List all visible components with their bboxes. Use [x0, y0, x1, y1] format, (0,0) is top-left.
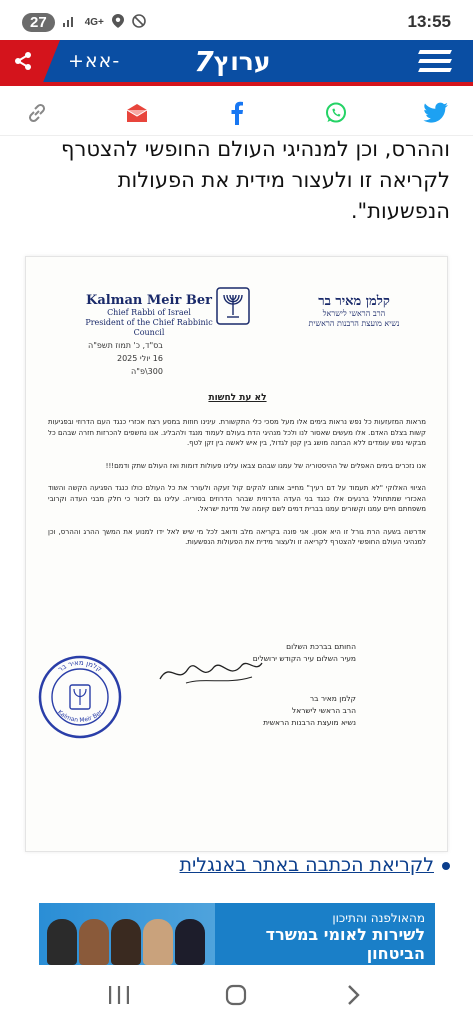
font-size-control[interactable]: +אא-: [68, 50, 121, 72]
email-share-button[interactable]: [122, 98, 152, 128]
menorah-emblem-icon: [216, 287, 250, 325]
back-button[interactable]: [334, 975, 374, 1015]
facebook-icon: [230, 101, 244, 125]
letter-date-line: 16 יולי 2025: [117, 354, 163, 363]
stamp-text-en: Kalman Meir Ber: [56, 708, 104, 724]
email-icon: [125, 103, 149, 123]
header-accent-line: [0, 82, 473, 86]
svg-text:Kalman Meir Ber: [56, 709, 104, 724]
letterhead-english: [74, 293, 224, 338]
closing-line: החותם בברכת השלום: [286, 642, 356, 651]
letter-paragraph: הציווי האלוקי "לא תעמוד על דם רעיך" מחייב אותנו להקים קול זעקה ולעורר את כל העולם כולו כנגד הפגיעה הקשה והשוד האכזרי שמתחולל ברגעים אלו כנגד בני העדה הדרוזית שבהר הדרוזים בסוריה. עלינו גם לזכור כי חלק מבני העדה וקרובי משפחתם חיים עמנו וקשורים עמנו בברית דמים לשם קיומה של מדינת ישראל.: [48, 484, 426, 513]
signer-title: הרב הראשי לישראל: [291, 706, 356, 715]
letterhead-subtitle-he: נשיא מועצת הרבנות הראשית: [308, 319, 400, 328]
ad-text: [215, 903, 435, 965]
menu-bar-icon: [418, 59, 452, 63]
letter-title: לא עת לחשות: [208, 393, 267, 403]
ad-photo: [39, 903, 215, 965]
logo-text: ערוץ: [213, 46, 271, 76]
mute-icon: [132, 14, 146, 31]
closing-line: מעיר השלום עיר הקודש ירושלים: [252, 654, 356, 663]
system-nav-bar: [0, 966, 473, 1024]
copy-link-button[interactable]: [22, 98, 52, 128]
signer-title: נשיא מועצת הרבנות הראשית: [263, 718, 356, 727]
clock-time: 13:55: [407, 12, 451, 31]
bullet-icon: [442, 862, 450, 870]
letterhead-name-he: קלמן מאיר בר: [318, 294, 390, 309]
letter-date-line: בס"ד, כ' תמוז תשפ"ה: [88, 341, 163, 350]
ad-line-1: מהאולפנה והתיכון: [332, 911, 425, 925]
link-icon: [25, 101, 49, 125]
menu-button[interactable]: [419, 50, 451, 72]
ad-line-2: לשירות לאומי במשרד הביטחון: [265, 925, 425, 963]
share-icon: [13, 51, 33, 71]
letter-paragraph: מראות המזעזעות כל נפש נראות בימים אלו מעל מסכי כלי התקשורת. עינינו חוזות במסע רצח אכזרי כנגד העם הדרוזי ובפגיעות קשות בצלם האדם. אלו מעשים שאסור לנו ולכל מנהיגי הדת בעולם לעמוד מנגד ולהבליג. אנו נחשפים להכרזות חזרה שבהם כל מבקשי נפש עומדים ללא הבחנה מושג בין קטן לגדול, בין איש לאשה בין זקן לטף.: [48, 418, 426, 447]
menu-bar-icon: [418, 50, 452, 54]
letter-body: [48, 417, 426, 560]
chevron-right-icon: [347, 984, 361, 1006]
stamp-text-he: קלמן מאיר בר: [56, 658, 104, 674]
site-header: [0, 40, 473, 82]
letter-image: [25, 256, 448, 852]
article-line: לקריאה זו ולעצור מידית את הפעולות: [117, 168, 450, 192]
letterhead-title-en: Chief Rabbi of Israel: [107, 308, 191, 317]
signal-icon: [63, 15, 77, 30]
network-type-label: 4G+: [84, 16, 104, 28]
letter-paragraph: אדרשה בשעה הרת גורל זו היא אסון. אני פונה בקריאה מלב ודואב לכל מי שיש לאל ידו למנוע את המשך ההרג וההרס, וכן למנהיגי העולם החופשי להצטרף לקריאה זו ולעצור מידית את הפעולות הנפשעות.: [48, 527, 426, 546]
letterhead-name-en: Kalman Meir Ber: [86, 293, 212, 308]
english-article-link-row: [22, 852, 450, 878]
site-logo[interactable]: [188, 45, 270, 78]
recent-apps-button[interactable]: [99, 975, 139, 1015]
handwritten-signature: [156, 655, 266, 689]
twitter-share-button[interactable]: [421, 98, 451, 128]
status-bar: [0, 0, 473, 44]
article-body: [22, 134, 450, 227]
article-line: וההרס, וכן למנהיגי העולם החופשי להצטרף: [61, 137, 450, 161]
location-icon: [112, 14, 124, 31]
logo-mark: 7: [194, 44, 214, 78]
letter-paragraph: אנו נזכרים בימים האפלים של ההיסטוריה של עמנו שבהם צבאו עלינו פעולות דומות ואז העולם שתק ודמם!!!: [105, 461, 426, 470]
home-icon: [225, 984, 247, 1006]
notification-count-badge: 27: [22, 13, 55, 32]
letterhead-title-he: הרב הראשי לישראל: [322, 309, 386, 318]
recent-apps-icon: [108, 985, 130, 1005]
letterhead-subtitle-en: President of the Chief Rabbinic Council: [85, 318, 213, 337]
article-line: הנפשעות".: [350, 199, 450, 223]
menu-bar-icon: [418, 68, 452, 72]
status-icons: [63, 14, 146, 31]
letterhead-hebrew: [284, 293, 424, 329]
letter-date: [88, 339, 163, 378]
home-button[interactable]: [216, 975, 256, 1015]
facebook-share-button[interactable]: [222, 98, 252, 128]
letter-ref-line: 300\פ"ה: [131, 367, 163, 376]
official-stamp: [38, 655, 122, 739]
ad-banner[interactable]: [39, 903, 435, 965]
whatsapp-share-button[interactable]: [321, 98, 351, 128]
share-button[interactable]: [0, 40, 60, 82]
share-row: [0, 90, 473, 136]
signer-name: קלמן מאיר בר: [309, 694, 356, 703]
twitter-icon: [423, 102, 449, 124]
english-article-link[interactable]: לקריאת הכתבה באתר באנגלית: [179, 854, 434, 876]
whatsapp-icon: [324, 101, 348, 125]
